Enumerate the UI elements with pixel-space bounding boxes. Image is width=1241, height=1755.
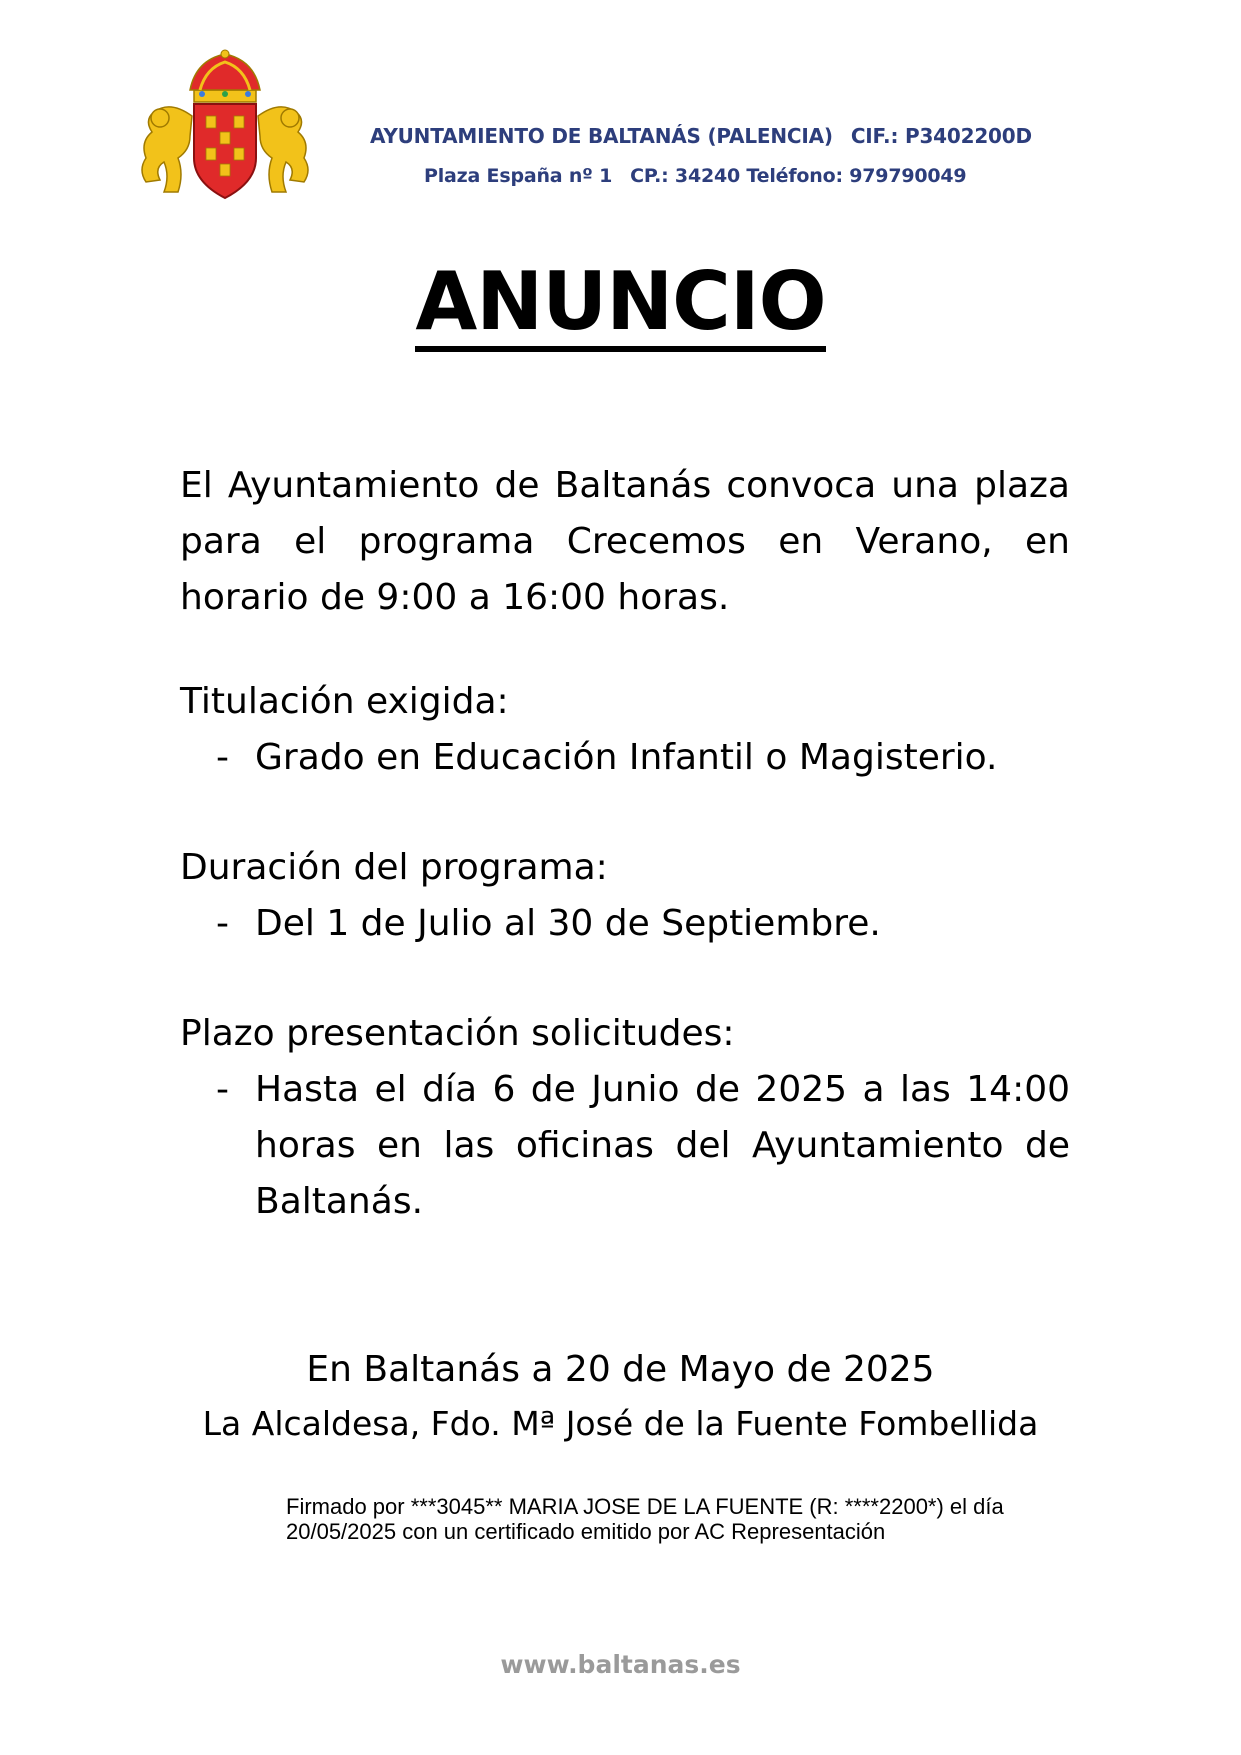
list-item: [180, 896, 1070, 952]
contact-info: CP.: 34240 Teléfono: 979790049: [630, 165, 967, 187]
list-item: [180, 730, 1070, 786]
bullet-dash: -: [216, 903, 229, 944]
list-item-text: Hasta el día 6 de Junio de 2025 a las 14:00 horas en las oficinas del Ayuntamiento de Baltanás.: [255, 1069, 1070, 1222]
intro-paragraph: El Ayuntamiento de Baltanás convoca una plaza para el programa Crecemos en Verano, en horario de 9:00 a 16:00 horas.: [180, 465, 1070, 618]
section-heading-duracion: Duración del programa:: [180, 847, 608, 888]
place-date: En Baltanás a 20 de Mayo de 2025: [306, 1349, 935, 1390]
lion-right-icon: [258, 107, 308, 192]
address: Plaza España nº 1: [424, 165, 613, 187]
list-item: [180, 1062, 1070, 1230]
section-heading-plazo: Plazo presentación solicitudes:: [180, 1013, 735, 1054]
bullet-dash: -: [216, 1069, 229, 1110]
digital-signature-note: Firmado por ***3045** MARIA JOSE DE LA FUENTE (R: ****2200*) el día 20/05/2025 con un certificado emitido por AC Representación: [286, 1494, 1004, 1544]
cif-number: CIF.: P3402200D: [850, 124, 1032, 148]
website-link[interactable]: www.baltanas.es: [500, 1650, 741, 1679]
header-line-2: [424, 165, 966, 187]
list-item-text: Grado en Educación Infantil o Magisterio.: [255, 737, 998, 778]
crown-icon: [190, 50, 260, 102]
bullet-dash: -: [216, 737, 229, 778]
page-title: ANUNCIO: [0, 262, 1241, 352]
lion-left-icon: [142, 107, 192, 192]
section-heading-titulacion: Titulación exigida:: [180, 681, 509, 722]
municipality-name: AYUNTAMIENTO DE BALTANÁS (PALENCIA): [370, 124, 833, 148]
shield-icon: [194, 104, 256, 198]
header-line-1: [370, 124, 1032, 148]
list-item-text: Del 1 de Julio al 30 de Septiembre.: [255, 903, 881, 944]
signer-name: La Alcaldesa, Fdo. Mª José de la Fuente Fombellida: [202, 1404, 1039, 1443]
coat-of-arms-logo: [130, 46, 320, 206]
